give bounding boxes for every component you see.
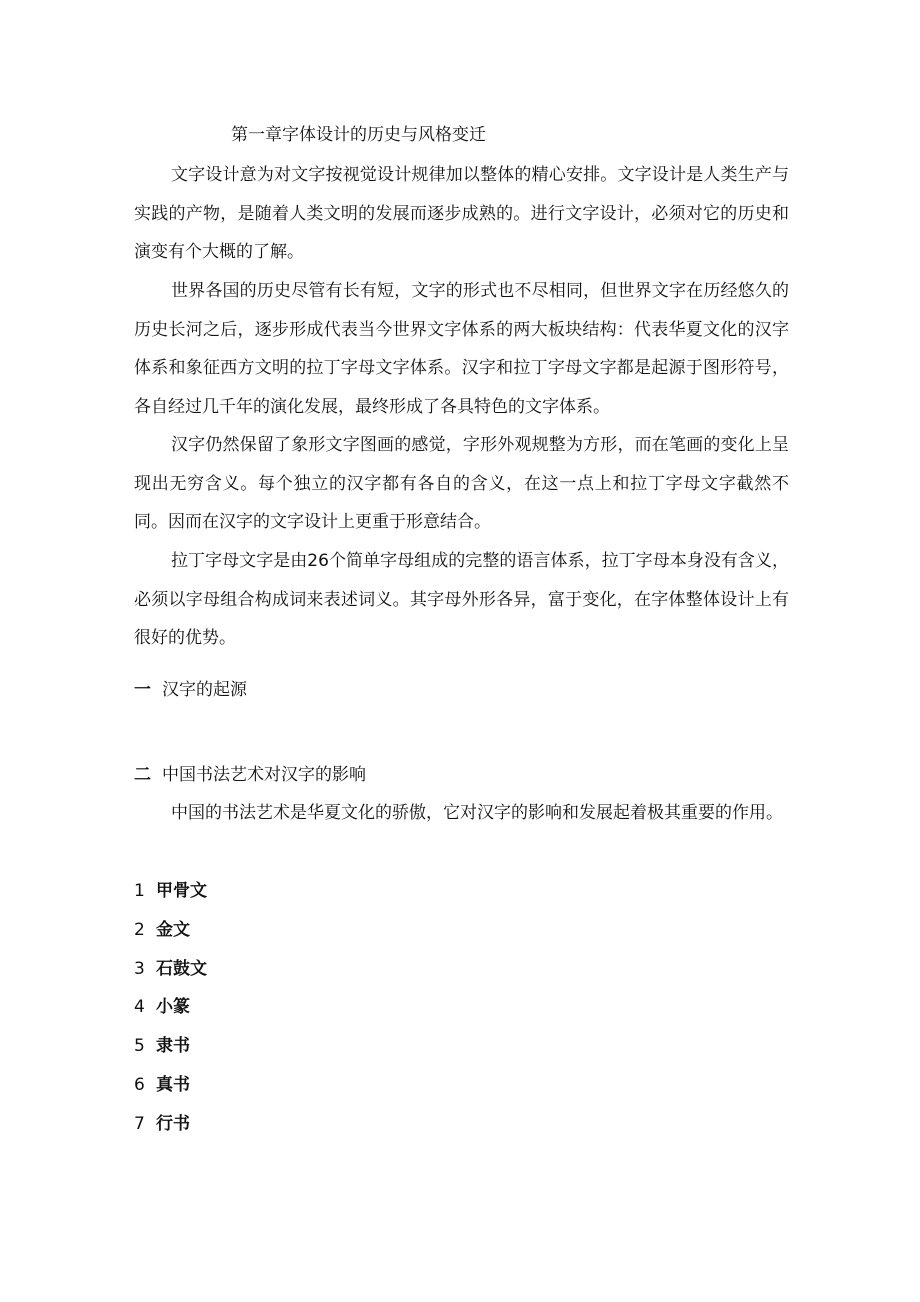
list-item-label: 甲骨文 bbox=[156, 881, 207, 901]
list-item-label: 石鼓文 bbox=[156, 958, 207, 979]
intro-paragraph-4: 拉丁字母文字是由26个简单字母组成的完整的语言体系，拉丁字母本身没有含义，必须以字母组合构成词来表述词义。其字母外形各异，富于变化，在字体整体设计上有很好的优势。 bbox=[134, 551, 789, 648]
section-heading-1 bbox=[134, 679, 247, 701]
section-number: 二 bbox=[134, 765, 151, 785]
section-number: 一 bbox=[134, 680, 151, 700]
section-label: 中国书法艺术对汉字的影响 bbox=[162, 765, 366, 785]
chapter-title: 第一章字体设计的历史与风格变迁 bbox=[231, 125, 486, 145]
list-item-label: 小篆 bbox=[156, 997, 190, 1018]
intro-paragraph-2: 世界各国的历史尽管有长有短，文字的形式也不尽相同，但世界文字在历经悠久的历史长河之后，逐步形成代表当今世界文字体系的两大板块结构：代表华夏文化的汉字体系和象征西方文明的拉丁字母文字体系。汉字和拉丁字母文字都是起源于图形符号，各自经过几千年的演化发展，最终形成了各具特色的文字体系。 bbox=[134, 281, 789, 417]
list-item-label: 金文 bbox=[156, 919, 190, 940]
list-item-label: 真书 bbox=[156, 1074, 190, 1095]
script-style-list bbox=[134, 879, 207, 1151]
section-label: 汉字的起源 bbox=[162, 680, 247, 700]
list-item-number: 4 bbox=[134, 997, 145, 1018]
intro-paragraph-3: 汉字仍然保留了象形文字图画的感觉，字形外观规整为方形，而在笔画的变化上呈现出无穷含义。每个独立的汉字都有各自的含义，在这一点上和拉丁字母文字截然不同。因而在汉字的文字设计上更重于形意结合。 bbox=[134, 435, 789, 532]
section-heading-2 bbox=[134, 764, 366, 786]
list-item bbox=[134, 918, 207, 957]
list-item-number: 5 bbox=[134, 1036, 145, 1057]
list-item-number: 6 bbox=[134, 1074, 145, 1095]
list-item bbox=[134, 1073, 207, 1112]
list-item bbox=[134, 995, 207, 1034]
list-item-number: 2 bbox=[134, 919, 145, 940]
list-item-label: 隶书 bbox=[156, 1036, 190, 1057]
list-item bbox=[134, 1034, 207, 1073]
calligraphy-paragraph: 中国的书法艺术是华夏文化的骄傲，它对汉字的影响和发展起着极其重要的作用。 bbox=[171, 803, 783, 823]
list-item bbox=[134, 879, 207, 918]
intro-paragraph-1: 文字设计意为对文字按视觉设计规律加以整体的精心安排。文字设计是人类生产与实践的产物，是随着人类文明的发展而逐步成熟的。进行文字设计，必须对它的历史和演变有个大概的了解。 bbox=[134, 165, 789, 262]
list-item bbox=[134, 1112, 207, 1151]
list-item-number: 7 bbox=[134, 1113, 145, 1134]
list-item-number: 1 bbox=[134, 881, 145, 901]
list-item-label: 行书 bbox=[156, 1113, 190, 1134]
list-item bbox=[134, 957, 207, 996]
list-item-number: 3 bbox=[134, 958, 145, 979]
